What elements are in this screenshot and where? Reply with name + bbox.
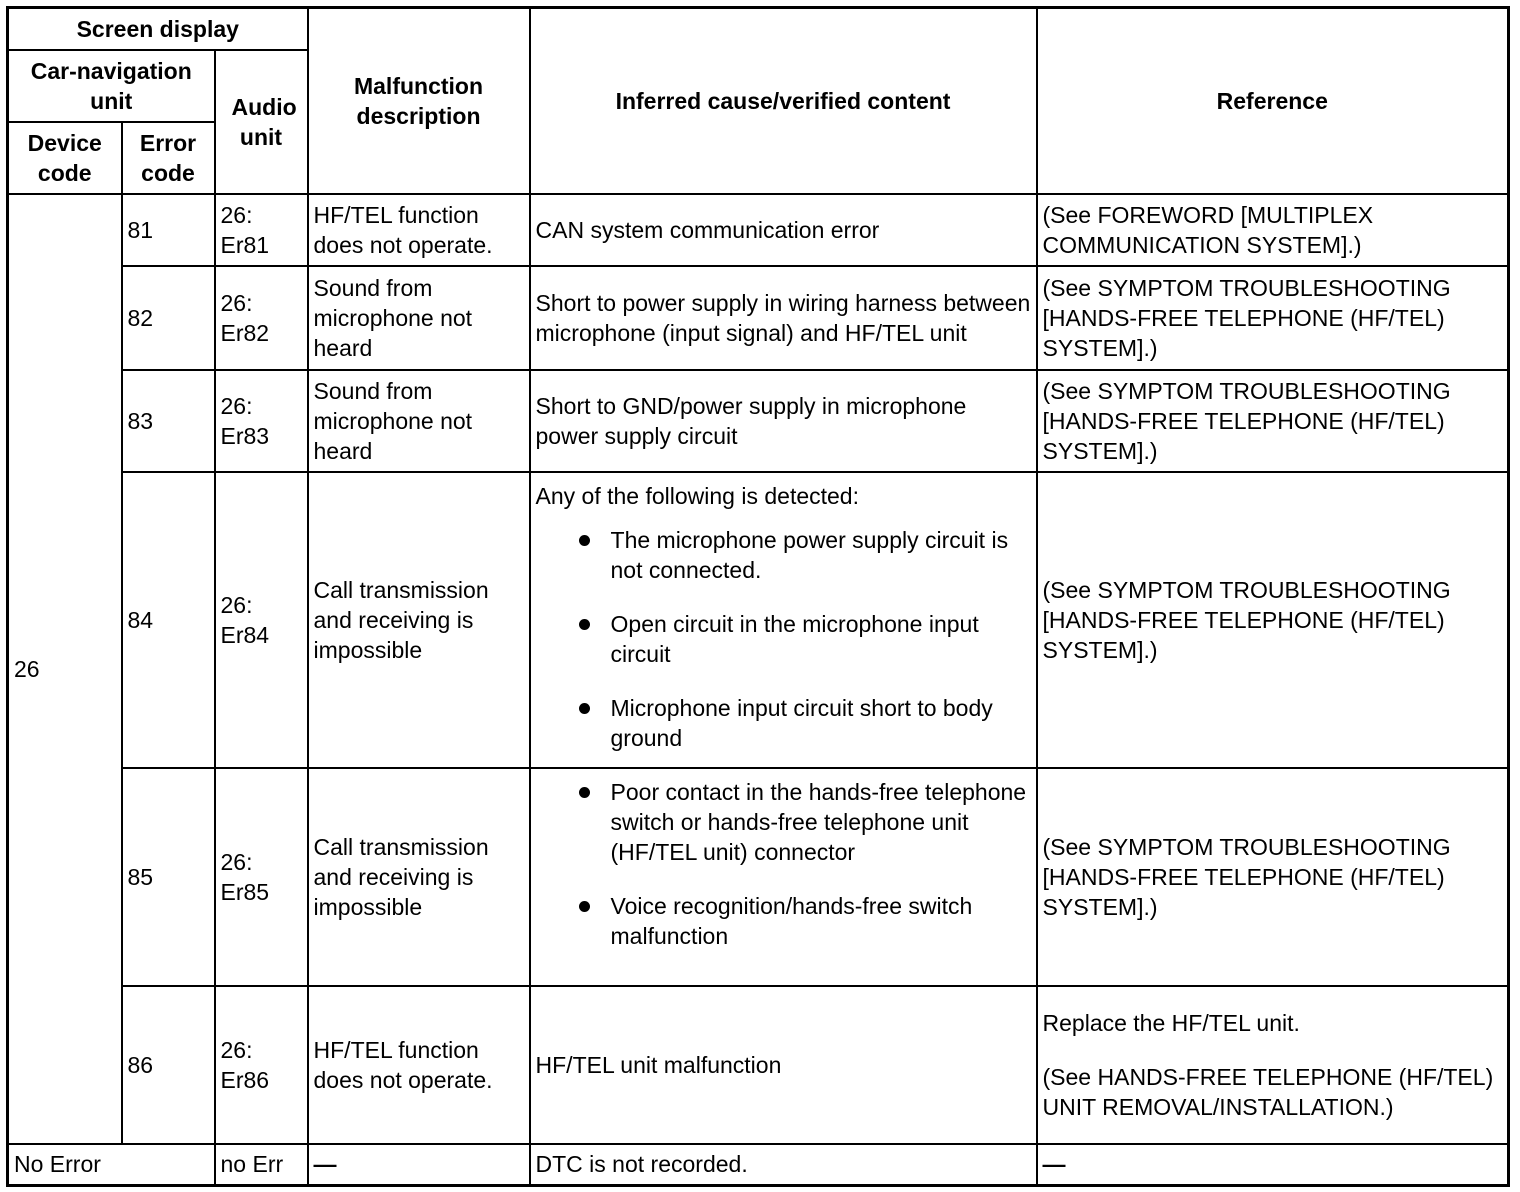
header-device-code: Device code — [8, 122, 122, 194]
cause-bullet: Microphone input circuit short to body ground — [576, 693, 1031, 753]
audio-code-cell: 26: Er84 — [215, 472, 308, 768]
header-screen-display: Screen display — [8, 8, 308, 50]
no-error-malfunction: — — [308, 1144, 530, 1186]
no-error-cause: DTC is not recorded. — [530, 1144, 1037, 1186]
cause-bullet: Open circuit in the microphone input circuit — [576, 609, 1031, 669]
malfunction-cell: Call transmission and receiving is impossible — [308, 768, 530, 986]
cause-cell: Short to GND/power supply in microphone power supply circuit — [530, 370, 1037, 472]
cause-bullet-list — [536, 525, 1031, 753]
reference-line: (See HANDS-FREE TELEPHONE (HF/TEL) UNIT REMOVAL/INSTALLATION.) — [1042, 1063, 1494, 1120]
reference-cell: (See FOREWORD [MULTIPLEX COMMUNICATION SYSTEM].) — [1037, 194, 1509, 266]
reference-cell — [1037, 986, 1509, 1144]
table-row — [8, 370, 1509, 472]
cause-cell: CAN system communication error — [530, 194, 1037, 266]
error-code-cell: 81 — [122, 194, 215, 266]
malfunction-cell: Sound from microphone not heard — [308, 266, 530, 370]
cause-bullet: The microphone power supply circuit is not connected. — [576, 525, 1031, 585]
table-row — [8, 266, 1509, 370]
cause-bullet: Voice recognition/hands-free switch malfunction — [576, 891, 1031, 951]
no-error-row — [8, 1144, 1509, 1186]
device-code-cell: 26 — [8, 194, 122, 1144]
header-malfunction-description: Malfunction description — [308, 8, 530, 194]
no-error-audio: no Err — [215, 1144, 308, 1186]
header-audio-unit: Audio unit — [215, 50, 308, 194]
cause-cell: HF/TEL unit malfunction — [530, 986, 1037, 1144]
audio-code-cell: 26: Er83 — [215, 370, 308, 472]
reference-cell: (See SYMPTOM TROUBLESHOOTING [HANDS-FREE TELEPHONE (HF/TEL) SYSTEM].) — [1037, 472, 1509, 768]
no-error-reference: — — [1037, 1144, 1509, 1186]
error-code-cell: 86 — [122, 986, 215, 1144]
error-code-cell: 82 — [122, 266, 215, 370]
audio-code-cell: 26: Er85 — [215, 768, 308, 986]
header-row-1 — [8, 8, 1509, 50]
reference-cell: (See SYMPTOM TROUBLESHOOTING [HANDS-FREE TELEPHONE (HF/TEL) SYSTEM].) — [1037, 768, 1509, 986]
cause-cell — [530, 472, 1037, 768]
reference-line: Replace the HF/TEL unit. — [1042, 1009, 1300, 1036]
audio-code-cell: 26: Er81 — [215, 194, 308, 266]
table-row — [8, 472, 1509, 768]
audio-code-cell: 26: Er86 — [215, 986, 308, 1144]
table-row — [8, 194, 1509, 266]
header-inferred-cause: Inferred cause/verified content — [530, 8, 1037, 194]
cause-bullet: Poor contact in the hands-free telephone switch or hands-free telephone unit (HF/TEL unit) connector — [576, 777, 1031, 867]
table-row — [8, 986, 1509, 1144]
malfunction-cell: Sound from microphone not heard — [308, 370, 530, 472]
reference-cell: (See SYMPTOM TROUBLESHOOTING [HANDS-FREE TELEPHONE (HF/TEL) SYSTEM].) — [1037, 266, 1509, 370]
no-error-label: No Error — [8, 1144, 215, 1186]
header-reference: Reference — [1037, 8, 1509, 194]
audio-code-cell: 26: Er82 — [215, 266, 308, 370]
dtc-table — [6, 6, 1510, 1187]
malfunction-cell: Call transmission and receiving is impossible — [308, 472, 530, 768]
cause-cell — [530, 768, 1037, 986]
header-error-code: Error code — [122, 122, 215, 194]
table-row — [8, 768, 1509, 986]
error-code-cell: 85 — [122, 768, 215, 986]
malfunction-cell: HF/TEL function does not operate. — [308, 194, 530, 266]
cause-bullet-list — [536, 777, 1031, 951]
header-car-navigation-unit: Car-navigation unit — [8, 50, 215, 122]
cause-cell: Short to power supply in wiring harness between microphone (input signal) and HF/TEL unit — [530, 266, 1037, 370]
error-code-cell: 84 — [122, 472, 215, 768]
error-code-cell: 83 — [122, 370, 215, 472]
reference-cell: (See SYMPTOM TROUBLESHOOTING [HANDS-FREE TELEPHONE (HF/TEL) SYSTEM].) — [1037, 370, 1509, 472]
malfunction-cell: HF/TEL function does not operate. — [308, 986, 530, 1144]
cause-intro: Any of the following is detected: — [535, 482, 859, 509]
